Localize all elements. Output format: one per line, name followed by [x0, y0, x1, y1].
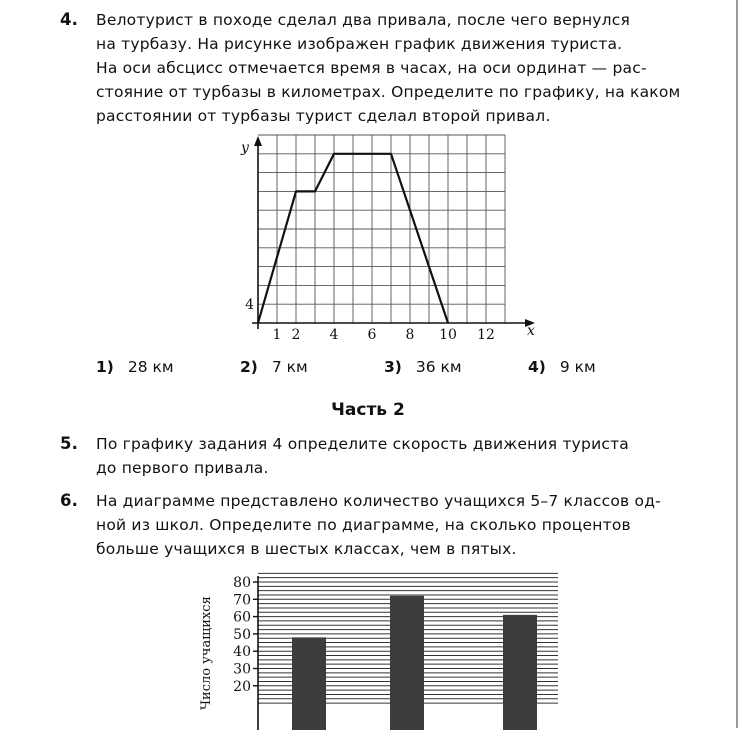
task-4-line: Велотурист в походе сделал два привала, после чего вернулся: [96, 11, 631, 29]
x-axis-label: x: [527, 323, 535, 339]
y-tick-label: 80: [233, 575, 251, 591]
task-6-line: На диаграмме представлено количество учащихся 5–7 классов од-: [96, 492, 661, 510]
graph-grid: [258, 135, 505, 323]
graph-tick-labels: [240, 140, 535, 343]
bar: [292, 637, 326, 730]
answer-number: 2): [240, 358, 258, 376]
bar: [390, 596, 424, 730]
chart-bars: [292, 596, 537, 730]
chart-y-label: Число учащихся: [199, 596, 214, 710]
answer-text: 36 км: [415, 358, 462, 376]
x-tick-label: 2: [291, 327, 301, 343]
answer-number: 4): [528, 358, 546, 376]
task-4-line: на турбазу. На рисунке изображен график движения туриста.: [96, 35, 623, 53]
task-6-text: [96, 489, 692, 561]
y-axis-arrow: [254, 136, 262, 146]
distance-time-graph: [228, 134, 535, 356]
answer-text: 28 км: [127, 358, 174, 376]
task-5: [62, 432, 692, 480]
task-6-line: ной из школ. Определите по диаграмме, на сколько процентов: [96, 516, 631, 534]
task-4: [62, 8, 692, 128]
x-tick-label: 12: [477, 327, 495, 343]
y-tick-label: 4: [245, 297, 254, 314]
part-title: Часть 2: [331, 400, 405, 420]
chart-tick-labels: [233, 575, 251, 695]
task-5-text: [96, 432, 692, 480]
bar: [503, 615, 537, 730]
answer-text: 9 км: [559, 358, 596, 376]
x-tick-label: 10: [439, 327, 457, 343]
x-tick-label: 1: [272, 327, 282, 343]
task-4-line: стояние от турбазы в километрах. Определите по графику, на каком: [96, 83, 681, 101]
answer-option-2[interactable]: [240, 358, 308, 376]
answer-number: 3): [384, 358, 402, 376]
y-tick-label: 30: [233, 661, 251, 678]
task-5-number: 5.: [60, 434, 79, 453]
y-tick-label: 60: [233, 609, 251, 626]
graph-axes: [252, 136, 535, 329]
task-4-text: [96, 8, 692, 128]
students-bar-chart: [190, 568, 565, 730]
task-6-line: больше учащихся в шестых классах, чем в пятых.: [96, 540, 517, 558]
answer-option-3[interactable]: [384, 358, 462, 376]
answer-option-1[interactable]: [96, 358, 174, 376]
task-4-answers: [96, 358, 656, 382]
y-tick-label: 70: [233, 592, 251, 609]
task-5-line: По графику задания 4 определите скорость движения туриста: [96, 435, 630, 453]
task-4-line: На оси абсцисс отмечается время в часах, на оси ординат — рас-: [96, 59, 647, 77]
answer-text: 7 км: [271, 358, 308, 376]
y-tick-label: 50: [233, 626, 251, 643]
chart-axes: [253, 576, 258, 730]
task-6: [62, 489, 692, 561]
x-tick-label: 4: [329, 327, 339, 343]
task-4-line: расстоянии от турбазы турист сделал второй привал.: [96, 107, 551, 125]
answer-option-4[interactable]: [528, 358, 596, 376]
x-tick-label: 6: [367, 327, 377, 343]
task-4-number: 4.: [60, 10, 79, 29]
answer-number: 1): [96, 358, 114, 376]
y-tick-label: 20: [233, 678, 251, 695]
y-axis-label: y: [241, 140, 249, 156]
task-5-line: до первого привала.: [96, 459, 269, 477]
task-6-number: 6.: [60, 491, 79, 510]
x-tick-label: 8: [405, 327, 415, 343]
y-tick-label: 40: [233, 644, 251, 661]
